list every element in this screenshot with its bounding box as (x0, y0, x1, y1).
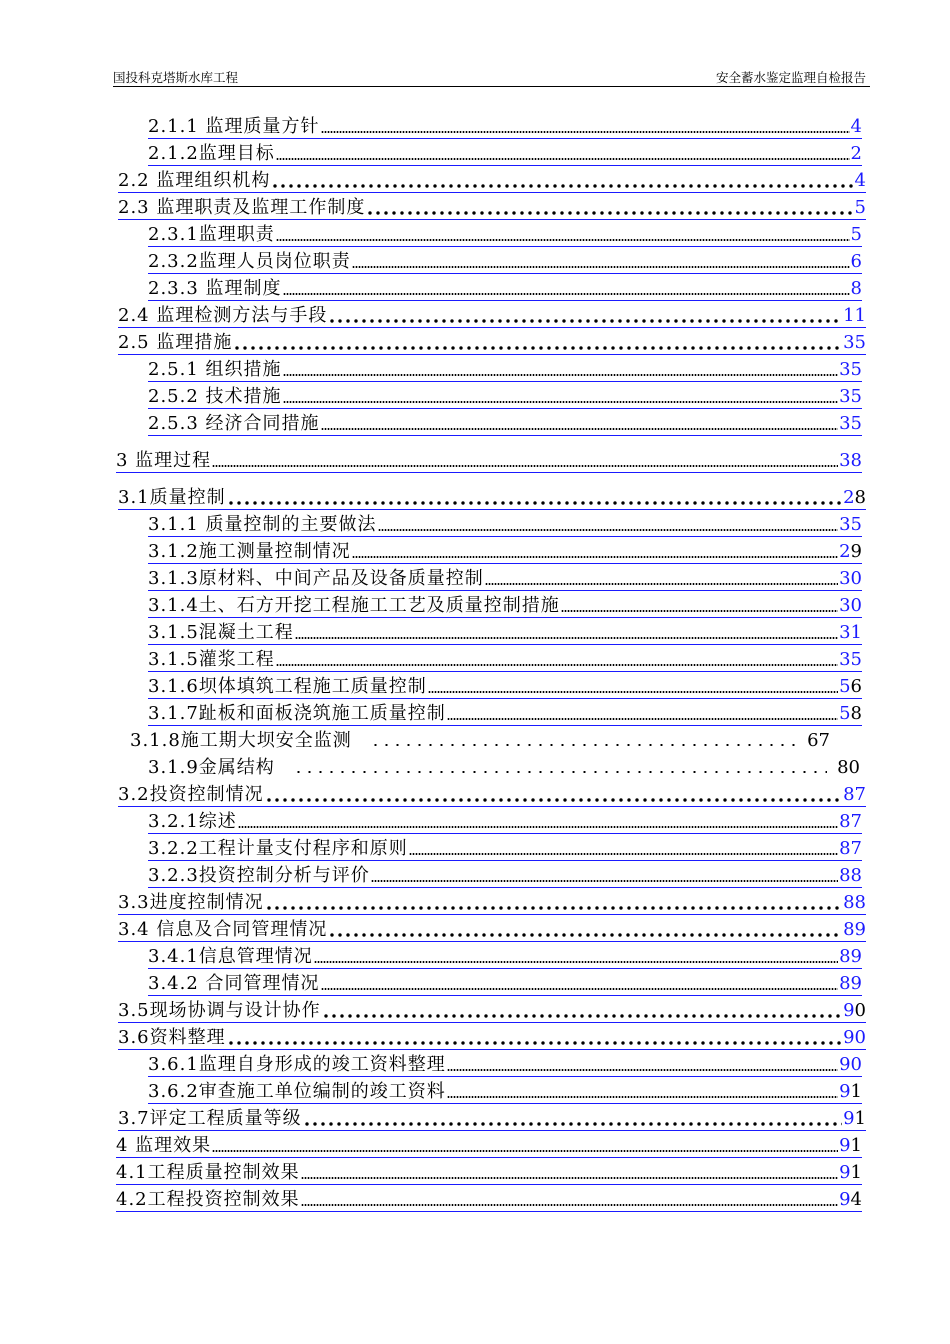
toc-entry-page (855, 170, 866, 192)
toc-entry-title: 2.1.2监理目标 (148, 143, 275, 164)
toc-entry-page-number: 80 (837, 757, 860, 778)
toc-entry-title: 3.6.1监理自身形成的竣工资料整理 (148, 1054, 446, 1075)
toc-entry[interactable] (116, 1133, 862, 1158)
toc-leader-dots (227, 1041, 842, 1045)
toc-entry[interactable] (148, 1052, 862, 1077)
toc-leader-dots (212, 1150, 838, 1152)
toc-entry-page (839, 1054, 862, 1076)
toc-entry[interactable] (148, 566, 862, 591)
toc-leader-dots (293, 771, 827, 773)
toc-entry-title: 3.1.2施工测量控制情况 (148, 541, 351, 562)
toc-entry-page-number-tail: 1 (850, 1135, 862, 1156)
toc-entry-page-number: 87 (839, 811, 862, 832)
toc-leader-dots (321, 428, 839, 430)
toc-leader-dots (301, 1177, 838, 1179)
toc-entry-page (839, 676, 862, 698)
toc-entry-page (837, 757, 860, 779)
toc-entry[interactable] (148, 593, 862, 618)
toc-entry[interactable] (148, 249, 862, 274)
toc-entry (148, 755, 860, 779)
toc-entry-page-number: 30 (839, 568, 862, 589)
toc-entry-page-number: 4 (854, 170, 866, 191)
toc-entry-title: 3.1.3原材料、中间产品及设备质量控制 (148, 568, 484, 589)
toc-leader-dots (321, 131, 850, 133)
toc-entry[interactable] (148, 1079, 862, 1104)
toc-leader-dots (271, 184, 853, 188)
toc-entry-page (839, 541, 862, 563)
toc-entry-page (843, 332, 866, 354)
toc-entry-page-number: 9 (843, 1108, 855, 1129)
toc-entry[interactable] (148, 836, 862, 861)
toc-entry-page (851, 143, 862, 165)
toc-entry-page-number: 90 (843, 1027, 866, 1048)
toc-entry[interactable] (118, 1106, 866, 1131)
toc-entry-page (839, 450, 862, 472)
toc-entry[interactable] (116, 448, 862, 473)
toc-entry[interactable] (118, 890, 866, 915)
toc-entry-page (843, 784, 866, 806)
toc-entry-page (843, 919, 866, 941)
toc-entry-page-number: 90 (839, 1054, 862, 1075)
toc-entry[interactable] (148, 114, 862, 139)
toc-leader-dots (370, 744, 797, 746)
toc-entry-page (807, 730, 830, 752)
toc-entry-page (839, 1081, 862, 1103)
toc-entry-title: 4 监理效果 (116, 1135, 212, 1156)
toc-entry-page-number: 89 (839, 946, 862, 967)
toc-entry-page (851, 116, 862, 138)
toc-entry-page (843, 1108, 866, 1130)
toc-leader-dots (314, 961, 838, 963)
toc-leader-dots (447, 1069, 838, 1071)
toc-entry[interactable] (148, 411, 862, 436)
toc-entry[interactable] (118, 330, 866, 355)
toc-entry-title: 2.3.3 监理制度 (148, 278, 282, 299)
header-report-title: 安全蓄水鉴定监理自检报告 (715, 70, 866, 85)
toc-entry-title: 3.2.2工程计量支付程序和原则 (148, 838, 408, 859)
toc-leader-dots (276, 158, 850, 160)
toc-leader-dots (265, 798, 842, 802)
toc-leader-dots (409, 853, 838, 855)
toc-entry-page-number: 87 (843, 784, 866, 805)
toc-entry-page (843, 1000, 866, 1022)
toc-entry[interactable] (148, 539, 862, 564)
toc-entry-title: 3.1.8施工期大坝安全监测 (130, 730, 352, 751)
toc-entry-page (843, 487, 866, 509)
toc-entry (130, 728, 830, 752)
toc-entry-page (839, 811, 862, 833)
toc-entry-title: 3.6资料整理 (118, 1027, 226, 1048)
toc-leader-dots (328, 933, 842, 937)
toc-entry-page-number: 9 (839, 1189, 851, 1210)
toc-entry-page-number-tail: 0 (854, 1000, 866, 1021)
toc-entry-page-number: 8 (850, 278, 862, 299)
toc-leader-dots (352, 556, 838, 558)
toc-entry-page (851, 278, 862, 300)
toc-entry-page-number: 88 (843, 892, 866, 913)
toc-entry-title: 3.2.1综述 (148, 811, 237, 832)
toc-entry-page-number-tail: 4 (850, 1189, 862, 1210)
toc-entry-page (839, 413, 862, 435)
toc-entry-title: 3.7评定工程质量等级 (118, 1108, 302, 1129)
toc-leader-dots (322, 1014, 842, 1018)
toc-entry-page-number: 2 (843, 487, 855, 508)
toc-entry-page-number: 5 (850, 224, 862, 245)
toc-entry-page (839, 703, 862, 725)
toc-entry-page-number: 89 (843, 919, 866, 940)
toc-entry-page-number: 87 (839, 838, 862, 859)
toc-entry-page (839, 1135, 862, 1157)
toc-leader-dots (485, 583, 838, 585)
toc-entry-page (839, 1162, 862, 1184)
toc-entry-page-number: 30 (839, 595, 862, 616)
toc-entry[interactable] (148, 276, 862, 301)
toc-entry-page-number: 88 (839, 865, 862, 886)
toc-entry[interactable] (118, 998, 866, 1023)
toc-entry-page (839, 946, 862, 968)
toc-leader-dots (447, 718, 838, 720)
toc-entry[interactable] (118, 195, 866, 220)
toc-entry-page-number-tail: 1 (850, 1081, 862, 1102)
toc-entry[interactable] (148, 222, 862, 247)
toc-entry-page (839, 359, 862, 381)
toc-entry-title: 3.1.6坝体填筑工程施工质量控制 (148, 676, 427, 697)
toc-leader-dots (238, 826, 838, 828)
toc-entry-page-number: 35 (843, 332, 866, 353)
toc-entry-page-number: 35 (839, 386, 862, 407)
toc-entry[interactable] (118, 782, 866, 807)
toc-entry-page-number-tail: 1 (850, 1162, 862, 1183)
toc-entry-title: 2.1.1 监理质量方针 (148, 116, 320, 137)
toc-leader-dots (265, 906, 842, 910)
toc-entry-page-number-tail: 8 (854, 487, 866, 508)
toc-leader-dots (428, 691, 838, 693)
toc-entry-page-number-tail: 9 (850, 541, 862, 562)
toc-entry[interactable] (148, 141, 862, 166)
toc-entry-page-number: 9 (839, 1081, 851, 1102)
toc-entry-page (839, 514, 862, 536)
toc-entry[interactable] (148, 674, 862, 699)
toc-leader-dots (276, 239, 850, 241)
toc-entry-page-number: 6 (850, 251, 862, 272)
toc-leader-dots (321, 988, 839, 990)
toc-entry[interactable] (118, 917, 866, 942)
toc-leader-dots (283, 374, 839, 376)
toc-entry-title: 3.1.7趾板和面板浇筑施工质量控制 (148, 703, 446, 724)
toc-entry-page-number: 9 (839, 1135, 851, 1156)
toc-leader-dots (295, 637, 838, 639)
toc-entry-title: 3.4.1信息管理情况 (148, 946, 313, 967)
toc-entry-title: 2.5.3 经济合同措施 (148, 413, 320, 434)
toc-leader-dots (447, 1096, 838, 1098)
toc-entry-title: 2.4 监理检测方法与手段 (118, 305, 328, 326)
toc-entry-page-number: 9 (839, 1162, 851, 1183)
toc-entry-page-number-tail: 6 (850, 676, 862, 697)
toc-entry-title: 3.1.5灌浆工程 (148, 649, 275, 670)
toc-entry-title: 3.2.3投资控制分析与评价 (148, 865, 370, 886)
toc-entry-page (843, 305, 866, 327)
toc-entry-title: 3.4.2 合同管理情况 (148, 973, 320, 994)
toc-leader-dots (276, 664, 838, 666)
toc-entry-page-number: 67 (807, 730, 830, 751)
toc-leader-dots (233, 346, 842, 350)
toc-entry-title: 2.3.2监理人员岗位职责 (148, 251, 351, 272)
toc-entry-page (855, 197, 866, 219)
toc-entry[interactable] (148, 512, 862, 537)
toc-entry-page-number-tail: 1 (854, 1108, 866, 1129)
toc-entry-title: 2.3.1监理职责 (148, 224, 275, 245)
toc-entry-page-number: 5 (839, 676, 851, 697)
toc-entry-page (851, 224, 862, 246)
toc-entry-page-number: 5 (854, 197, 866, 218)
toc-entry-page-number: 31 (839, 622, 862, 643)
toc-entry-page-number-tail: 8 (850, 703, 862, 724)
toc-entry-page (843, 892, 866, 914)
toc-entry[interactable] (148, 701, 862, 726)
toc-entry-title: 2.5.1 组织措施 (148, 359, 282, 380)
toc-leader-dots (366, 211, 853, 215)
toc-leader-dots (371, 880, 838, 882)
toc-entry-page-number: 4 (850, 116, 862, 137)
toc-entry-title: 2.5 监理措施 (118, 332, 233, 353)
toc-entry-page (839, 1189, 862, 1211)
toc-leader-dots (561, 610, 838, 612)
toc-entry-page (843, 1027, 866, 1049)
toc-entry[interactable] (148, 944, 862, 969)
toc-leader-dots (283, 401, 839, 403)
toc-leader-dots (283, 293, 850, 295)
toc-entry-title: 3.1.1 质量控制的主要做法 (148, 514, 377, 535)
toc-entry-page (839, 386, 862, 408)
toc-entry[interactable] (118, 485, 866, 510)
toc-entry-title: 3.2投资控制情况 (118, 784, 264, 805)
toc-leader-dots (378, 529, 839, 531)
toc-entry-page (851, 251, 862, 273)
toc-entry-page-number: 35 (839, 413, 862, 434)
toc-entry-title: 2.3 监理职责及监理工作制度 (118, 197, 366, 218)
toc-entry[interactable] (116, 1187, 862, 1212)
toc-entry-page-number: 35 (839, 359, 862, 380)
toc-entry[interactable] (148, 357, 862, 382)
toc-entry-page (839, 622, 862, 644)
toc-entry-page (839, 649, 862, 671)
toc-entry-title: 3.5现场协调与设计协作 (118, 1000, 321, 1021)
toc-entry-title: 2.5.2 技术措施 (148, 386, 282, 407)
toc-entry-page-number: 11 (843, 305, 866, 326)
toc-entry-title: 3 监理过程 (116, 450, 212, 471)
toc-entry-page-number: 35 (839, 649, 862, 670)
toc-entry[interactable] (148, 647, 862, 672)
toc-entry[interactable] (116, 1160, 862, 1185)
toc-leader-dots (352, 266, 850, 268)
toc-entry-page (839, 595, 862, 617)
toc-leader-dots (212, 465, 838, 467)
toc-entry-title: 3.1.4土、石方开挖工程施工工艺及质量控制措施 (148, 595, 560, 616)
toc-entry-page (839, 838, 862, 860)
toc-leader-dots (303, 1122, 842, 1126)
toc-entry-page-number: 35 (839, 514, 862, 535)
toc-entry-page-number: 2 (850, 143, 862, 164)
toc-entry[interactable] (118, 168, 866, 193)
toc-entry-page (839, 865, 862, 887)
toc-entry-page (839, 973, 862, 995)
toc-entry[interactable] (118, 303, 866, 328)
header-project-name: 国投科克塔斯水库工程 (113, 70, 239, 85)
toc-entry-title: 3.1.5混凝土工程 (148, 622, 294, 643)
toc-entry-title: 3.1质量控制 (118, 487, 226, 508)
toc-entry-title: 4.1工程质量控制效果 (116, 1162, 300, 1183)
toc-entry-title: 4.2工程投资控制效果 (116, 1189, 300, 1210)
toc-leader-dots (328, 319, 842, 323)
toc-entry-title: 3.4 信息及合同管理情况 (118, 919, 328, 940)
toc-entry-title: 3.3进度控制情况 (118, 892, 264, 913)
toc-entry[interactable] (118, 1025, 866, 1050)
toc-entry[interactable] (148, 809, 862, 834)
toc-entry[interactable] (148, 971, 862, 996)
toc-leader-dots (301, 1204, 838, 1206)
toc-entry-page-number: 9 (843, 1000, 855, 1021)
toc-entry-page-number: 89 (839, 973, 862, 994)
toc-entry-title: 3.6.2审查施工单位编制的竣工资料 (148, 1081, 446, 1102)
toc-entry-page-number: 2 (839, 541, 851, 562)
toc-entry[interactable] (148, 863, 862, 888)
toc-entry-page-number: 5 (839, 703, 851, 724)
toc-entry[interactable] (148, 620, 862, 645)
toc-entry-title: 2.2 监理组织机构 (118, 170, 271, 191)
toc-leader-dots (227, 501, 842, 505)
toc-entry-title: 3.1.9金属结构 (148, 757, 275, 778)
toc-entry[interactable] (148, 384, 862, 409)
toc-entry-page-number: 38 (839, 450, 862, 471)
toc-entry-page (839, 568, 862, 590)
